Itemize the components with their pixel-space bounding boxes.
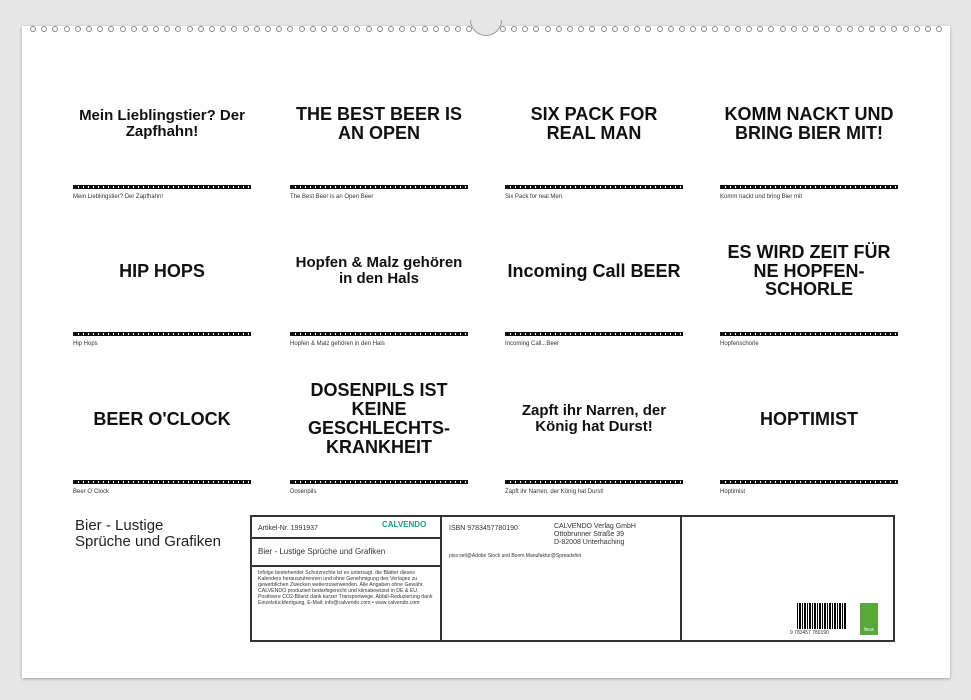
motif-image: KOMM NACKT UND BRING BIER MIT! bbox=[724, 104, 894, 143]
ring-hole bbox=[545, 26, 551, 32]
ring-hole bbox=[690, 26, 696, 32]
ring-hole bbox=[131, 26, 137, 32]
motif-caption: Hip Hops bbox=[73, 341, 98, 347]
motif-tile bbox=[290, 65, 468, 200]
barcode bbox=[797, 603, 847, 629]
ring-hole bbox=[198, 26, 204, 32]
motif-image: SIX PACK FOR REAL MAN bbox=[530, 104, 658, 143]
motif-image: Incoming Call BEER bbox=[507, 260, 681, 281]
ring-hole bbox=[153, 26, 159, 32]
ring-hole bbox=[231, 26, 237, 32]
ring-hole bbox=[366, 26, 372, 32]
motif-tile bbox=[73, 65, 251, 200]
motif-tile bbox=[720, 65, 898, 200]
motif-tile bbox=[73, 212, 251, 347]
ring-hole bbox=[30, 26, 36, 32]
calendar-strip bbox=[505, 480, 683, 484]
ring-hole bbox=[97, 26, 103, 32]
eco-logo: feca bbox=[860, 603, 878, 635]
ring-hole bbox=[668, 26, 674, 32]
motif-image: Zapft ihr Narren, der König hat Durst! bbox=[521, 402, 667, 435]
ring-hole bbox=[836, 26, 842, 32]
isbn: ISBN 9783457780190 bbox=[449, 525, 518, 532]
calendar-strip bbox=[505, 185, 683, 189]
ring-hole bbox=[511, 26, 517, 32]
ring-hole bbox=[455, 26, 461, 32]
ring-hole bbox=[533, 26, 539, 32]
motif-image: Mein Lieblingstier? Der Zapfhahn! bbox=[79, 107, 245, 140]
ring-hole bbox=[925, 26, 931, 32]
ring-hole bbox=[410, 26, 416, 32]
ring-hole bbox=[254, 26, 260, 32]
motif-caption: Incoming Call...Beer bbox=[505, 341, 560, 347]
calendar-strip bbox=[290, 332, 468, 336]
motif-tile bbox=[505, 360, 683, 495]
calendar-strip bbox=[720, 332, 898, 336]
calendar-strip bbox=[73, 332, 251, 336]
motif-tile bbox=[720, 212, 898, 347]
ring-hole bbox=[556, 26, 562, 32]
ring-hole bbox=[858, 26, 864, 32]
ring-hole bbox=[567, 26, 573, 32]
ring-hole bbox=[86, 26, 92, 32]
ring-hole bbox=[287, 26, 293, 32]
ring-hole bbox=[64, 26, 70, 32]
ring-hole bbox=[164, 26, 170, 32]
ring-hole bbox=[724, 26, 730, 32]
motif-caption: Hopfen & Malz gehören in den Hals bbox=[290, 341, 385, 347]
motif-image: HOPTIMIST bbox=[760, 408, 858, 429]
legal-text: Infolge bestehender Schutzrechte ist es untersagt, die Blätter dieses Kalenders herauszutrennen und ohne Genehmigung des Verlages zu gewerblichen Zwecken weiterzuverwenden. Alle Angaben ohne Gewähr. CALVENDO produziert bedarfsgerecht und klimabewusst in DE & EU. Positivere CO2-Bilanz dank kurzer Transportwege. Abfall-Reduzierung dank Einzelstückfertigung. E-Mail: info@calvendo.com • www.calvendo.com bbox=[258, 570, 433, 606]
calendar-strip bbox=[720, 480, 898, 484]
ring-hole bbox=[399, 26, 405, 32]
ring-hole bbox=[768, 26, 774, 32]
ring-hole bbox=[299, 26, 305, 32]
ring-hole bbox=[220, 26, 226, 32]
ring-hole bbox=[824, 26, 830, 32]
motif-image: ES WIRD ZEIT FÜR NE HOPFEN-SCHORLE bbox=[727, 241, 891, 300]
ring-hole bbox=[52, 26, 58, 32]
calendar-strip bbox=[290, 185, 468, 189]
ring-hole bbox=[187, 26, 193, 32]
ring-hole bbox=[310, 26, 316, 32]
motif-tile bbox=[505, 65, 683, 200]
ring-hole bbox=[343, 26, 349, 32]
ring-hole bbox=[679, 26, 685, 32]
motif-tile bbox=[290, 212, 468, 347]
ring-hole bbox=[746, 26, 752, 32]
ring-hole bbox=[623, 26, 629, 32]
ring-hole bbox=[813, 26, 819, 32]
ring-hole bbox=[444, 26, 450, 32]
motif-tile bbox=[290, 360, 468, 495]
ring-hole bbox=[209, 26, 215, 32]
ring-hole bbox=[388, 26, 394, 32]
ring-hole bbox=[175, 26, 181, 32]
motif-image: THE BEST BEER IS AN OPEN bbox=[295, 104, 463, 143]
ring-hole bbox=[589, 26, 595, 32]
ring-hole bbox=[332, 26, 338, 32]
ring-hole bbox=[377, 26, 383, 32]
calvendo-logo: CALVENDO bbox=[382, 520, 427, 529]
calendar-strip bbox=[73, 480, 251, 484]
calendar-strip bbox=[505, 332, 683, 336]
ring-hole bbox=[120, 26, 126, 32]
ring-hole bbox=[891, 26, 897, 32]
calendar-strip bbox=[720, 185, 898, 189]
ring-hole bbox=[735, 26, 741, 32]
motif-image: HIP HOPS bbox=[119, 260, 205, 281]
article-number: Artikel-Nr. 1991937 bbox=[258, 525, 318, 532]
ring-hole bbox=[41, 26, 47, 32]
motif-caption: Beer O´Clock bbox=[73, 489, 110, 495]
ring-hole bbox=[522, 26, 528, 32]
ring-hole bbox=[802, 26, 808, 32]
motif-image: DOSENPILS IST KEINE GESCHLECHTS-KRANKHEIT bbox=[307, 380, 450, 457]
image-credits: pixs:sell@Adobe Stock und Boom Manufaktur@Spreadshirt bbox=[449, 553, 582, 559]
motif-tile bbox=[73, 360, 251, 495]
motif-tile bbox=[720, 360, 898, 495]
ring-hole bbox=[936, 26, 942, 32]
calendar-strip bbox=[290, 480, 468, 484]
product-title: Bier - Lustige Sprüche und Grafiken bbox=[258, 547, 386, 556]
barcode-number: 9 783457 780190 bbox=[790, 630, 829, 636]
ring-hole bbox=[276, 26, 282, 32]
ring-hole bbox=[634, 26, 640, 32]
motif-caption: Hopfenschorle bbox=[720, 341, 759, 347]
motif-caption: Zapft ihr Narren, der König hat Durst! bbox=[505, 489, 604, 495]
ring-hole bbox=[500, 26, 506, 32]
motif-image: BEER O'CLOCK bbox=[93, 408, 231, 429]
ring-hole bbox=[914, 26, 920, 32]
motif-caption: Mein Lieblingstier? Der Zapfhahn! bbox=[73, 194, 164, 200]
motif-image: Hopfen & Malz gehören in den Hals bbox=[295, 254, 463, 287]
ring-hole bbox=[791, 26, 797, 32]
ring-hole bbox=[645, 26, 651, 32]
title-line-1: Bier - Lustige bbox=[75, 517, 164, 534]
ring-hole bbox=[75, 26, 81, 32]
ring-hole bbox=[612, 26, 618, 32]
ring-hole bbox=[757, 26, 763, 32]
ring-hole bbox=[578, 26, 584, 32]
ring-hole bbox=[354, 26, 360, 32]
calendar-strip bbox=[73, 185, 251, 189]
motif-caption: The Best Beer is an Open Beer bbox=[290, 194, 374, 200]
ring-hole bbox=[880, 26, 886, 32]
ring-hole bbox=[422, 26, 428, 32]
info-panel bbox=[250, 515, 895, 642]
ring-hole bbox=[433, 26, 439, 32]
ring-hole bbox=[869, 26, 875, 32]
ring-hole bbox=[142, 26, 148, 32]
ring-hole bbox=[903, 26, 909, 32]
ring-hole bbox=[601, 26, 607, 32]
ring-hole bbox=[847, 26, 853, 32]
ring-hole bbox=[108, 26, 114, 32]
motif-tile bbox=[505, 212, 683, 347]
ring-hole bbox=[657, 26, 663, 32]
ring-hole bbox=[780, 26, 786, 32]
ring-hole bbox=[321, 26, 327, 32]
ring-hole bbox=[701, 26, 707, 32]
motif-caption: Six Pack for real Men bbox=[505, 194, 563, 200]
title-line-2: Sprüche und Grafiken bbox=[75, 533, 221, 550]
motif-caption: Dosenpils bbox=[290, 489, 317, 495]
calendar-title bbox=[75, 518, 221, 550]
ring-hole bbox=[243, 26, 249, 32]
publisher-address: CALVENDO Verlag GmbH Ottobrunner Straße 39 D-82008 Unterhaching bbox=[554, 523, 636, 546]
motif-caption: Hoptimist bbox=[720, 489, 746, 495]
ring-hole bbox=[265, 26, 271, 32]
motif-caption: Komm nackt und bring Bier mit bbox=[720, 194, 803, 200]
ring-hole bbox=[712, 26, 718, 32]
